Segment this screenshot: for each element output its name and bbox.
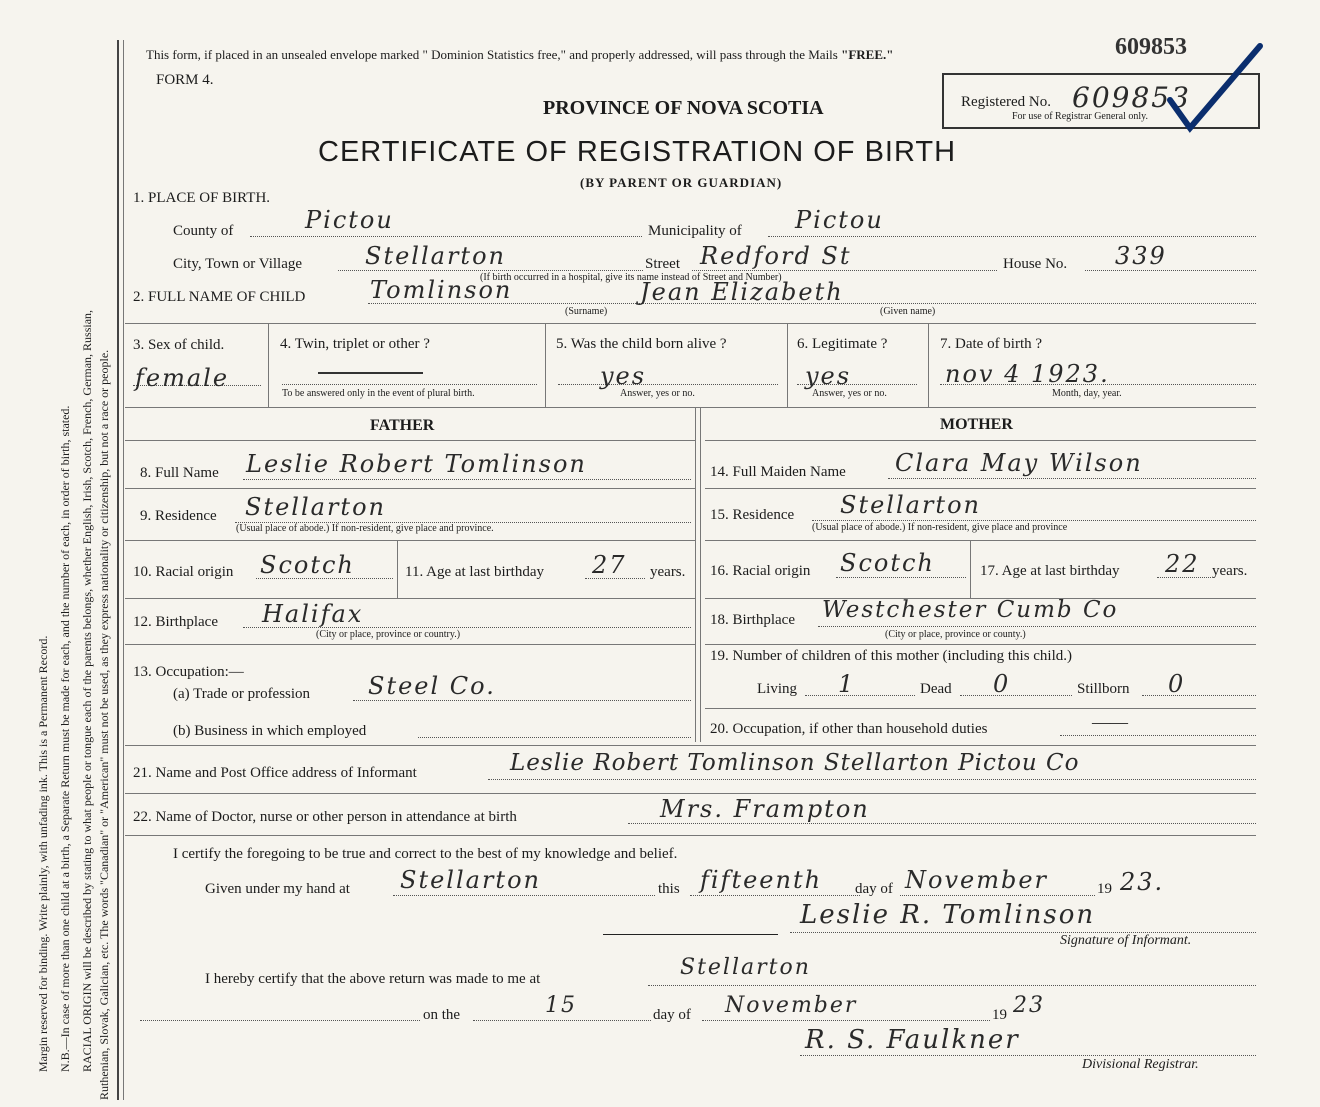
living-label: Living [757, 681, 797, 697]
day-of-label: day of [855, 881, 893, 897]
registrar-signature: R. S. Faulkner [805, 1025, 1020, 1055]
informant-value: Leslie Robert Tomlinson Stellarton Pictou Co [510, 750, 1080, 776]
father-racial-label: 10. Racial origin [133, 564, 234, 580]
father-residence-label: 9. Residence [140, 508, 217, 524]
father-occupation-label: 13. Occupation:— [133, 664, 244, 680]
mother-residence-note: (Usual place of abode.) If non-resident, give place and province [812, 522, 1068, 533]
month-value-2: November [725, 993, 858, 1018]
house-value: 339 [1115, 242, 1167, 270]
dob-label: 7. Date of birth ? [940, 336, 1043, 352]
father-heading: FATHER [370, 417, 435, 434]
stamp-number: 609853 [1115, 34, 1187, 60]
margin-note-2: N.B.—In case of more than one child at a birth, a Separate Return must be made for each, and the number of each, in order of birth, stated. [58, 405, 72, 1072]
signature-caption: Signature of Informant. [1060, 933, 1192, 948]
province-heading: PROVINCE OF NOVA SCOTIA [543, 97, 824, 119]
father-name-value: Leslie Robert Tomlinson [246, 450, 587, 478]
municipality-value: Pictou [795, 206, 884, 234]
year-prefix: 19 [1097, 881, 1112, 897]
mother-years-label: years. [1212, 563, 1248, 579]
father-birthplace-note: (City or place, province or country.) [316, 629, 461, 640]
year-value: 23. [1120, 868, 1165, 896]
twin-note: To be answered only in the event of plural birth. [282, 388, 475, 399]
sex-value: female [135, 364, 230, 392]
child-name-label: 2. FULL NAME OF CHILD [133, 289, 306, 305]
dead-label: Dead [920, 681, 952, 697]
binding-rule [117, 40, 119, 1100]
city-label: City, Town or Village [173, 256, 303, 272]
mother-birthplace-label: 18. Birthplace [710, 612, 795, 628]
on-the-label: on the [423, 1007, 461, 1023]
child-surname-value: Tomlinson [370, 276, 513, 304]
twin-label: 4. Twin, triplet or other ? [280, 336, 430, 352]
legit-label: 6. Legitimate ? [797, 336, 888, 352]
this-value: fifteenth [700, 866, 823, 894]
father-trade-label: (a) Trade or profession [173, 686, 311, 702]
dead-value: 0 [993, 670, 1011, 698]
father-business-label: (b) Business in which employed [173, 723, 367, 739]
on-the-value: 15 [545, 993, 577, 1018]
county-value: Pictou [305, 206, 394, 234]
surname-caption: (Surname) [565, 306, 608, 317]
mother-age-value: 22 [1165, 550, 1200, 578]
registrar-place-value: Stellarton [680, 955, 811, 980]
month-value: November [905, 866, 1049, 894]
house-label: House No. [1003, 256, 1068, 272]
alive-value: yes [600, 362, 647, 390]
hospital-note: (If birth occurred in a hospital, give its name instead of Street and Number) [480, 272, 782, 283]
margin-note-3: RACIAL ORIGIN will be described by stating to what people or tongue each of the parents belongs, whether English, Irish, Scotch, French, German, Russian, [80, 309, 94, 1072]
father-age-value: 27 [592, 551, 627, 579]
mother-name-value: Clara May Wilson [895, 449, 1143, 477]
place-heading: 1. PLACE OF BIRTH. [133, 190, 271, 206]
mother-age-label: 17. Age at last birthday [980, 563, 1120, 579]
mother-name-label: 14. Full Maiden Name [710, 464, 846, 480]
father-residence-note: (Usual place of abode.) If non-resident, give place and province. [236, 523, 494, 534]
alive-note: Answer, yes or no. [620, 388, 695, 399]
dob-value: nov 4 1923. [945, 360, 1110, 388]
doctor-label: 22. Name of Doctor, nurse or other person in attendance at birth [133, 809, 517, 825]
mother-residence-label: 15. Residence [710, 507, 795, 523]
margin-note-1: Margin reserved for binding. Write plainly, with unfading ink. This is a Permanent Record. [36, 635, 50, 1072]
day-of-label-2: day of [653, 1007, 691, 1023]
legit-value: yes [805, 362, 852, 390]
stillborn-label: Stillborn [1077, 681, 1130, 697]
binding-rule-inner [123, 40, 124, 1100]
form-number: FORM 4. [156, 72, 214, 88]
alive-label: 5. Was the child born alive ? [556, 336, 727, 352]
father-trade-value: Steel Co. [368, 672, 496, 700]
informant-label: 21. Name and Post Office address of Informant [133, 765, 417, 781]
father-birthplace-value: Halifax [262, 600, 364, 628]
mother-residence-value: Stellarton [840, 491, 981, 519]
informant-signature: Leslie R. Tomlinson [800, 900, 1096, 930]
sex-label: 3. Sex of child. [133, 337, 225, 353]
given-place-value: Stellarton [400, 866, 541, 894]
mother-racial-label: 16. Racial origin [710, 563, 811, 579]
year-value-2: 23 [1013, 993, 1045, 1018]
check-mark-icon [1160, 40, 1270, 140]
city-value: Stellarton [365, 242, 506, 270]
father-age-label: 11. Age at last birthday [405, 564, 544, 580]
given-caption: (Given name) [880, 306, 936, 317]
doctor-value: Mrs. Frampton [660, 795, 870, 823]
given-label: Given under my hand at [205, 881, 350, 897]
father-years-label: years. [650, 564, 686, 580]
mother-racial-value: Scotch [840, 549, 935, 577]
child-given-value: Jean Elizabeth [640, 278, 844, 306]
certify-statement: I certify the foregoing to be true and correct to the best of my knowledge and belief. [173, 846, 678, 862]
page-title: CERTIFICATE OF REGISTRATION OF BIRTH [318, 136, 957, 168]
father-residence-value: Stellarton [245, 493, 386, 521]
mail-note: This form, if placed in an unsealed envelope marked " Dominion Statistics free," and properly addressed, will pass through the Mails "FREE." [146, 47, 894, 62]
father-name-label: 8. Full Name [140, 465, 219, 481]
mother-children-label: 19. Number of children of this mother (including this child.) [710, 648, 1073, 664]
father-racial-value: Scotch [260, 551, 355, 579]
registered-label: Registered No. [961, 94, 1051, 110]
page-subtitle: (BY PARENT OR GUARDIAN) [580, 175, 783, 190]
county-label: County of [173, 223, 234, 239]
legit-note: Answer, yes or no. [812, 388, 887, 399]
registrar-statement: I hereby certify that the above return was made to me at [205, 971, 541, 987]
living-value: 1 [838, 670, 856, 698]
mother-occupation-label: 20. Occupation, if other than household duties [710, 721, 988, 737]
dob-note: Month, day, year. [1052, 388, 1122, 399]
year-prefix-2: 19 [992, 1007, 1007, 1023]
municipality-label: Municipality of [648, 223, 742, 239]
mother-birthplace-note: (City or place, province or county.) [885, 629, 1026, 640]
this-label: this [658, 881, 680, 897]
street-value: Redford St [700, 242, 852, 270]
registered-value: 609853 [1072, 81, 1191, 114]
mother-heading: MOTHER [940, 416, 1013, 433]
stillborn-value: 0 [1168, 670, 1186, 698]
registrar-note: For use of Registrar General only. [1012, 111, 1148, 122]
father-birthplace-label: 12. Birthplace [133, 614, 218, 630]
mother-occupation-value: —— [1092, 712, 1128, 732]
registrar-caption: Divisional Registrar. [1082, 1057, 1199, 1072]
street-label: Street [645, 256, 680, 272]
margin-note-4: Ruthenian, Slovak, Galician, etc. The words "Canadian" or "American" must not be used, as they express nationality or citizenship, but not a race or people. [97, 349, 111, 1100]
mother-birthplace-value: Westchester Cumb Co [822, 597, 1119, 623]
